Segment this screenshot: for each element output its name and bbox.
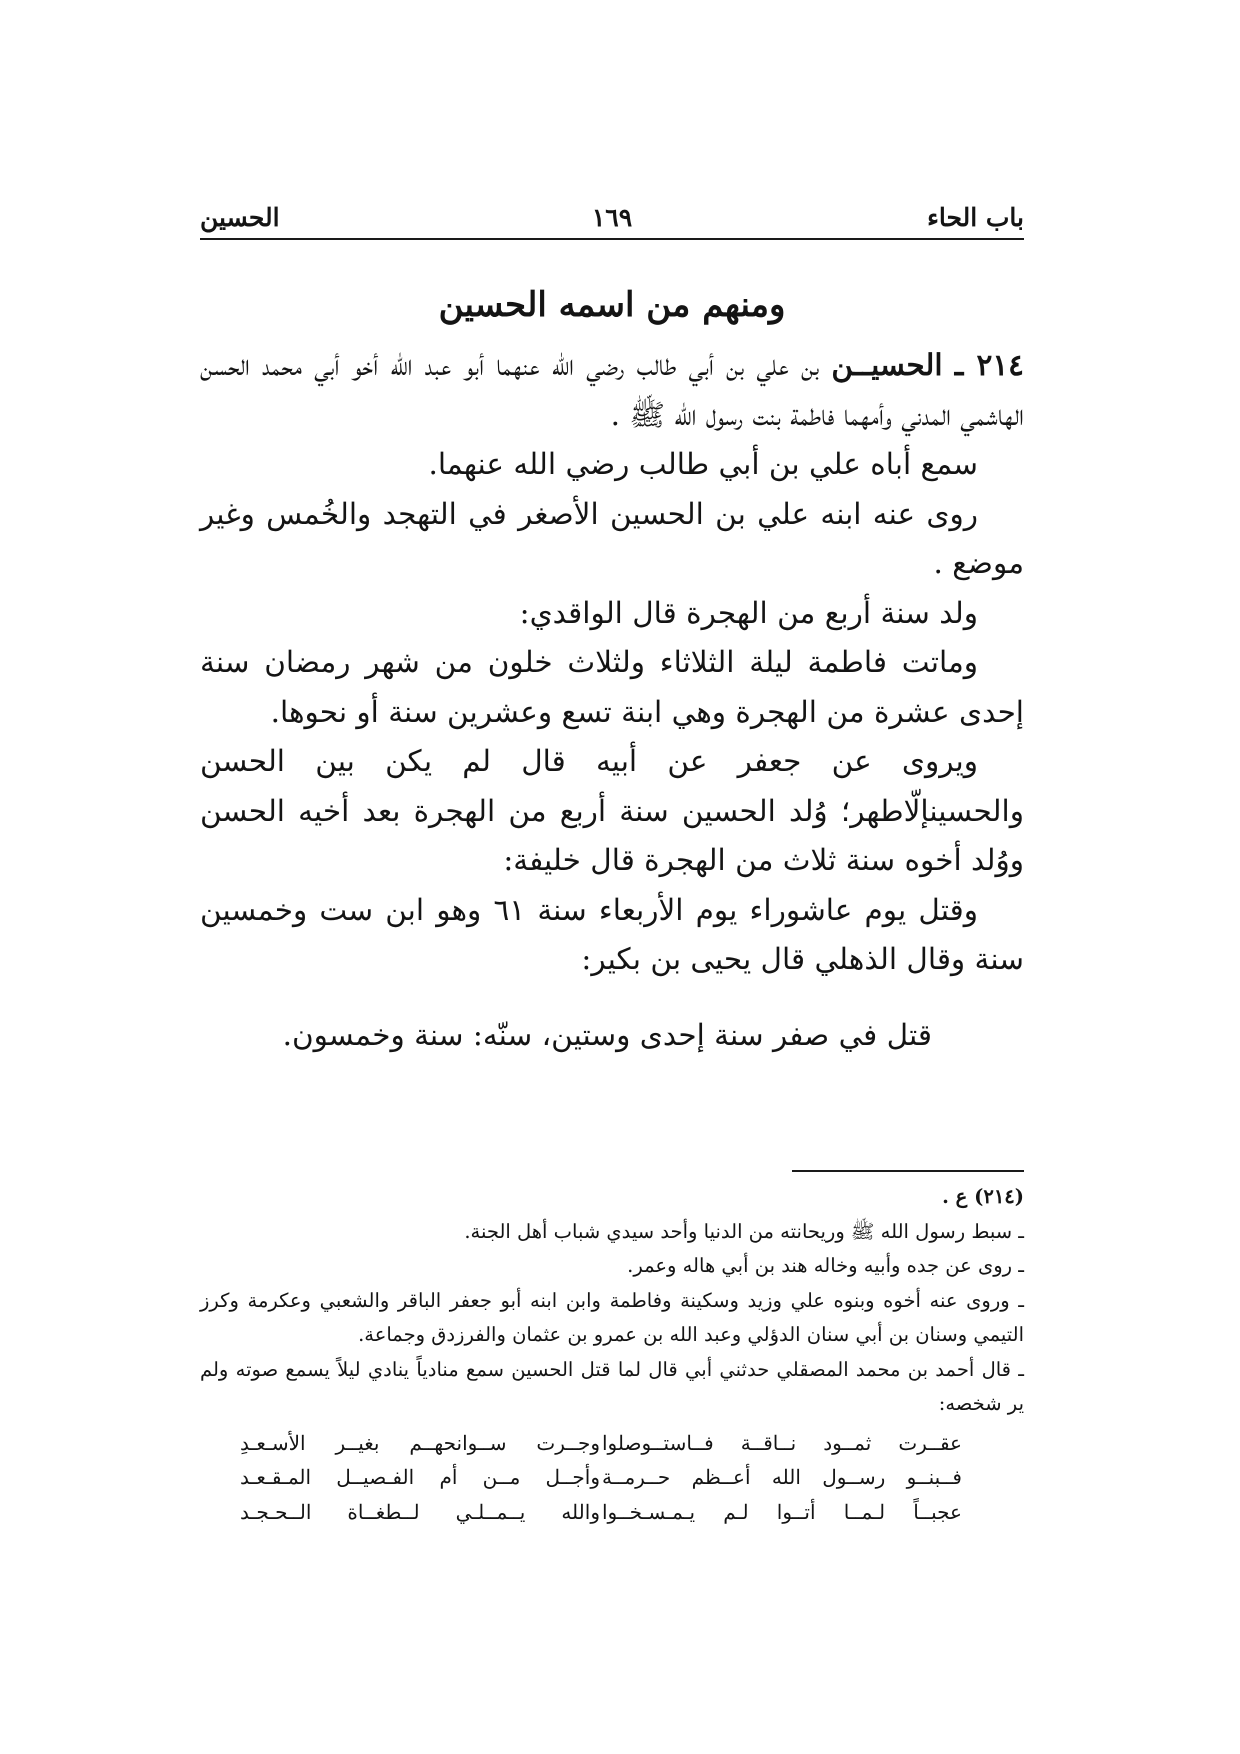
- main-text: [200, 340, 1024, 1060]
- verse-first-hemistich: عجبــاً لـمــا أتــوا لـم يـمـسـخــوا: [602, 1499, 962, 1524]
- verse-second-hemistich: والله يــمــلـي لــطغــاة الــحـجـد: [240, 1499, 600, 1524]
- footnote-line: ـ روى عن جده وأبيه وخاله هند بن أبي هاله وعمر.: [627, 1254, 1024, 1277]
- footnote-line: ـ وروى عنه أخوه وبنوه علي وزيد وسكينة وفاطمة وابن ابنه أبو جعفر الباقر والشعبي وعكرمة وكرز التيمي وسنان بن أبي سنان الدؤلي وعبد الله بن عمرو بن عثمان والفرزدق وجماعة.: [200, 1288, 1024, 1346]
- header-rule: [200, 238, 1024, 240]
- poem-verses: [200, 1426, 1024, 1530]
- footnotes: [200, 1180, 1024, 1529]
- footnote-line: ـ سبط رسول الله ﷺ وريحانته من الدنيا وأحد سيدي شباب أهل الجنة.: [464, 1219, 1024, 1243]
- entry-number: ٢١٤ ـ: [954, 347, 1025, 382]
- paragraph: ويروى عن جعفر عن أبيه قال لم يكن بين الحسن والحسينإلّاطهر؛ وُلد الحسين سنة أربع من الهجرة بعد أخيه الحسن ووُلد أخوه سنة ثلاث من الهجرة قال خليفة:: [200, 744, 1024, 877]
- verse-first-hemistich: عقــرت ثمــود نــاقــة فــاستــوصلوا: [602, 1430, 962, 1455]
- paragraph: وماتت فاطمة ليلة الثلاثاء ولثلاث خلون من شهر رمضان سنة إحدى عشرة من الهجرة وهي ابنة تسع وعشرين سنة أو نحوها.: [200, 645, 1024, 729]
- paragraph: ولد سنة أربع من الهجرة قال الواقدي:: [519, 595, 978, 630]
- verse-first-hemistich: فــبنــو رســول الله أعــظم حــرمــة: [602, 1465, 962, 1489]
- verse-second-hemistich: وأجــل مــن أم الفـصيــل المـقـعـد: [240, 1465, 600, 1489]
- verse-row: [200, 1426, 1024, 1461]
- verse-row: [200, 1460, 1024, 1495]
- footnote-line: ـ قال أحمد بن محمد المصقلي حدثني أبي قال لما قتل الحسين سمع منادياً ينادي ليلاً يسمع صوته ولم ير شخصه:: [200, 1357, 1024, 1415]
- footnote-reference: (٢١٤) ع .: [942, 1185, 1024, 1208]
- section-heading: ومنهم من اسمه الحسين: [438, 285, 786, 325]
- paragraph: روى عنه ابنه علي بن الحسين الأصغر في التهجد والخُمس وغير موضع .: [200, 496, 1024, 580]
- chapter-title: باب الحاء: [927, 203, 1024, 232]
- page-number: ١٦٩: [591, 203, 633, 232]
- paragraph: سمع أباه علي بن أبي طالب رضي الله عنهما.: [428, 447, 978, 481]
- entry-title: الحسين: [200, 203, 280, 232]
- entry-name: الحسيــن: [831, 347, 943, 382]
- running-header: [200, 200, 1024, 240]
- verse-row: [200, 1495, 1024, 1530]
- paragraph: وقتل يوم عاشوراء يوم الأربعاء سنة ٦١ وهو ابن ست وخمسين سنة وقال الذهلي قال يحيى بن بكير:: [200, 892, 1024, 976]
- entry-intro-paragraph: [200, 340, 1024, 440]
- entry-intro: بن علي بن أبي طالب رضي الله عنهما أبو عبد الله أخو أبي محمد الحسن الهاشمي المدني وأمهما فاطمة بنت رسول الله ﷺ .: [200, 348, 1024, 432]
- verse-second-hemistich: وجــرت ســوانحهــم بغيــر الأسـعـدِ: [240, 1430, 600, 1455]
- closing-line: قتل في صفر سنة إحدى وستين، سنّه: سنة وخمسون.: [282, 1017, 932, 1052]
- footnote-separator: [792, 1170, 1024, 1172]
